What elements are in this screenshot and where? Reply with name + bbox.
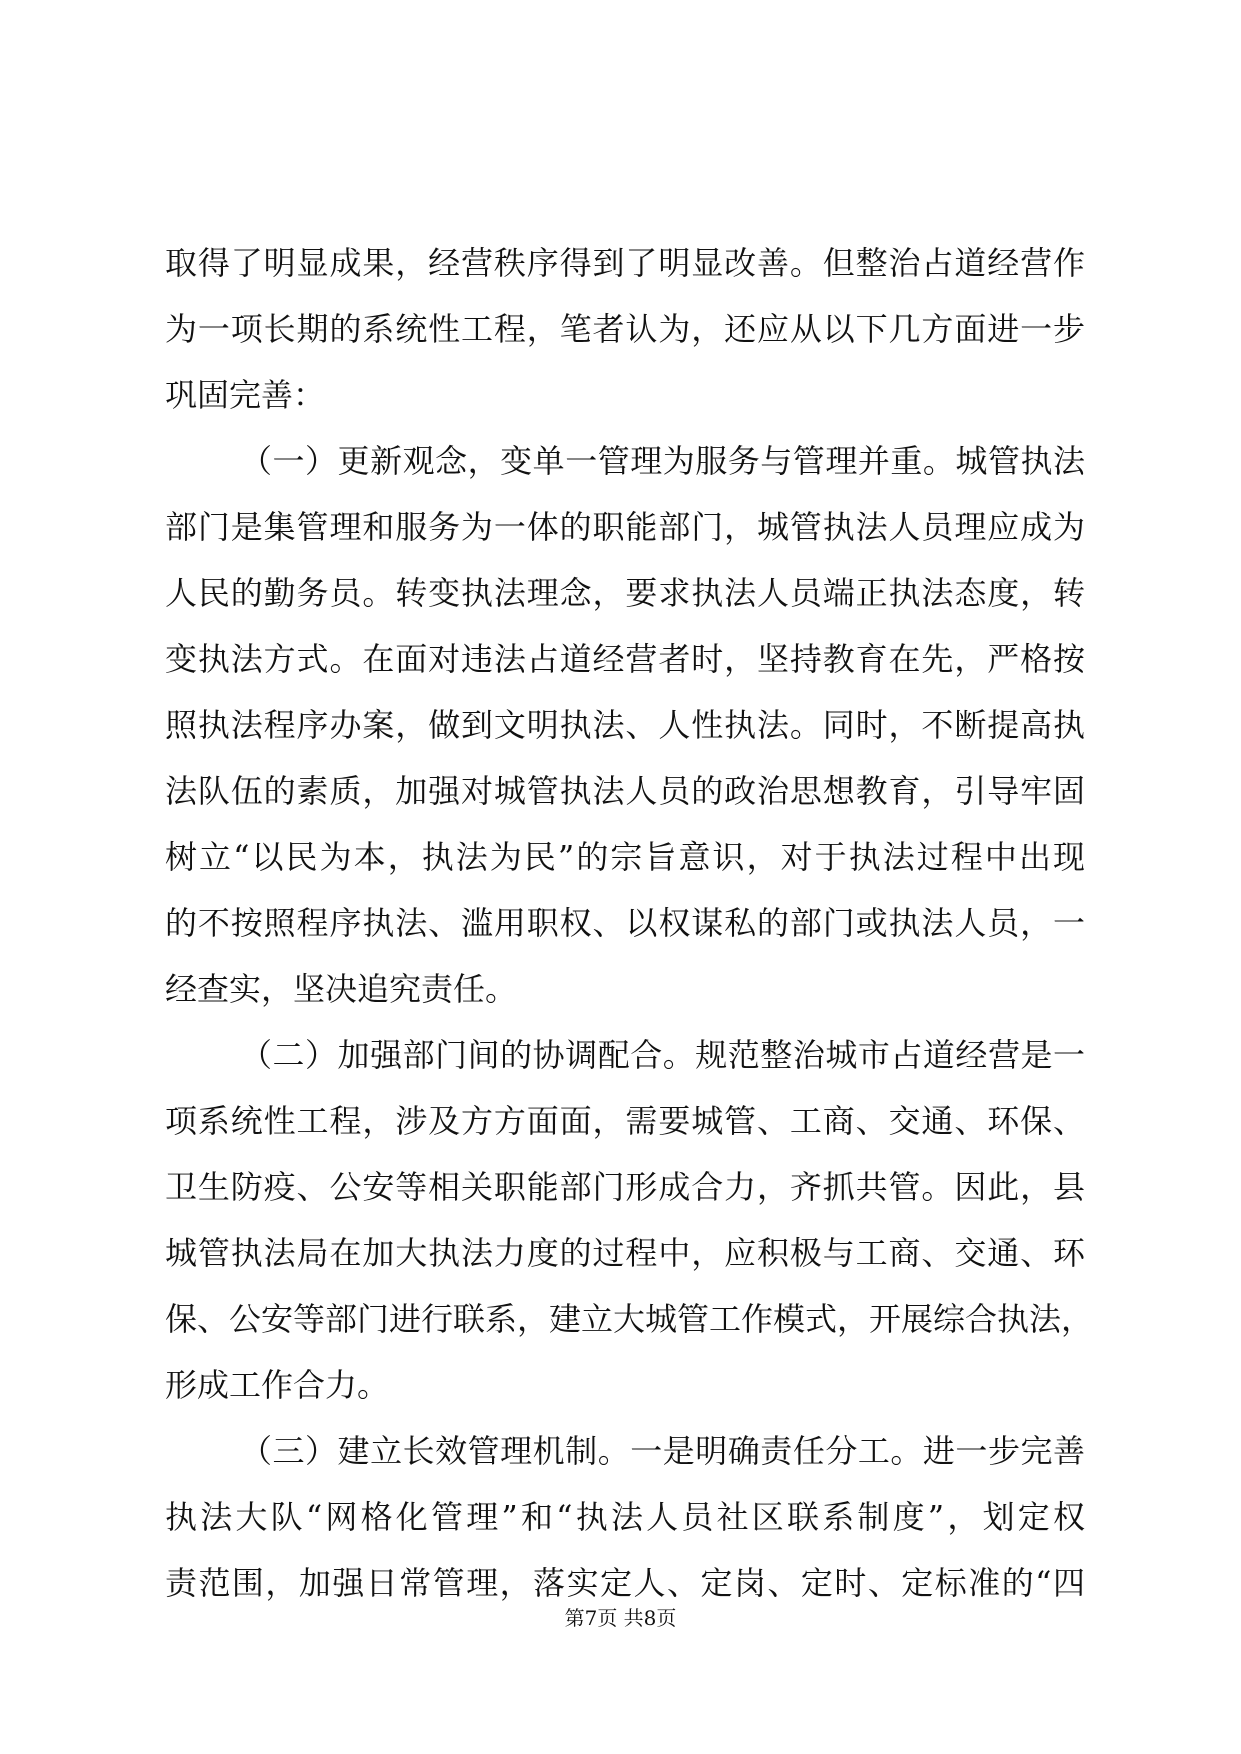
text-line: 项系统性工程，涉及方方面面，需要城管、工商、交通、环保、 [165, 1102, 1085, 1140]
text-line: 执法大队“网格化管理”和“执法人员社区联系制度”，划定权 [165, 1498, 1085, 1536]
text-line: 为一项长期的系统性工程，笔者认为，还应从以下几方面进一步 [165, 310, 1085, 348]
text-line: （三）建立长效管理机制。一是明确责任分工。进一步完善 [240, 1432, 1085, 1470]
text-line: 树立“以民为本，执法为民”的宗旨意识，对于执法过程中出现 [165, 838, 1085, 876]
text-line: 城管执法局在加大执法力度的过程中，应积极与工商、交通、环 [165, 1234, 1085, 1272]
text-line: 部门是集管理和服务为一体的职能部门，城管执法人员理应成为 [165, 508, 1085, 546]
text-line: 巩固完善： [165, 376, 326, 414]
text-line: 的不按照程序执法、滥用职权、以权谋私的部门或执法人员，一 [165, 904, 1085, 942]
text-line: 形成工作合力。 [165, 1366, 390, 1404]
page-footer: 第7页 共8页 [564, 1606, 677, 1630]
text-line: 人民的勤务员。转变执法理念，要求执法人员端正执法态度，转 [165, 574, 1085, 612]
document-body [165, 230, 1094, 1616]
text-line: 照执法程序办案，做到文明执法、人性执法。同时，不断提高执 [165, 706, 1085, 744]
text-line: 取得了明显成果，经营秩序得到了明显改善。但整治占道经营作 [165, 244, 1085, 282]
text-line: （一）更新观念，变单一管理为服务与管理并重。城管执法 [240, 442, 1085, 480]
text-line: 保、公安等部门进行联系，建立大城管工作模式，开展综合执法， [165, 1300, 1094, 1338]
text-line: 经查实，坚决追究责任。 [165, 970, 518, 1008]
text-line: 变执法方式。在面对违法占道经营者时，坚持教育在先，严格按 [165, 640, 1085, 678]
text-line: 法队伍的素质，加强对城管执法人员的政治思想教育，引导牢固 [165, 772, 1085, 810]
text-line: 责范围，加强日常管理，落实定人、定岗、定时、定标准的“四 [165, 1564, 1085, 1602]
text-line: 卫生防疫、公安等相关职能部门形成合力，齐抓共管。因此，县 [165, 1168, 1085, 1206]
text-line: （二）加强部门间的协调配合。规范整治城市占道经营是一 [240, 1036, 1085, 1074]
